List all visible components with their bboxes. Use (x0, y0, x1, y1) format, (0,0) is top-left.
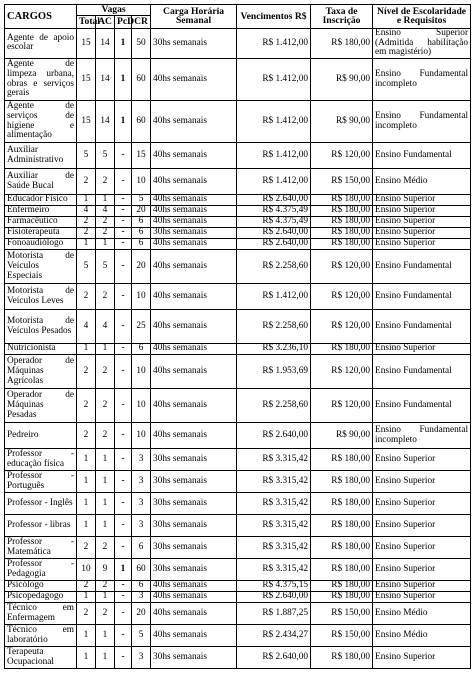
cr-cell: 5 (132, 195, 151, 206)
pcd-cell: - (115, 250, 132, 284)
total-cell: 1 (77, 647, 96, 669)
total-cell: 10 (77, 559, 96, 581)
header-taxa: Taxa de Inscrição (311, 5, 373, 29)
cr-cell: 5 (132, 625, 151, 647)
cr-cell: 20 (132, 206, 151, 217)
taxa-cell: R$ 180,00 (311, 493, 373, 515)
total-cell: 1 (77, 493, 96, 515)
cr-cell: 10 (132, 355, 151, 389)
ac-cell: 1 (96, 344, 115, 355)
table-row (5, 625, 471, 647)
carga-cell: 30hs semanais (151, 471, 237, 493)
requisito-cell: Ensino Superior (373, 206, 471, 217)
table-row (5, 344, 471, 355)
taxa-cell: R$ 90,00 (311, 59, 373, 101)
pcd-cell: - (115, 592, 132, 603)
cargos-table (4, 4, 471, 669)
table-row (5, 206, 471, 217)
table-row (5, 647, 471, 669)
carga-cell: 40hs semanais (151, 284, 237, 310)
ac-cell: 2 (96, 581, 115, 592)
total-cell: 5 (77, 143, 96, 169)
ac-cell: 2 (96, 284, 115, 310)
vencimento-cell: R$ 1.412,00 (237, 284, 311, 310)
requisito-cell: Ensino Superior (373, 449, 471, 471)
total-cell: 2 (77, 284, 96, 310)
cargo-cell: Motorista de Veículos Pesados (5, 310, 77, 344)
taxa-cell: R$ 90,00 (311, 423, 373, 449)
vencimento-cell: R$ 3.315,42 (237, 449, 311, 471)
total-cell: 2 (77, 603, 96, 625)
taxa-cell: R$ 180,00 (311, 581, 373, 592)
requisito-cell: Ensino Superior (373, 559, 471, 581)
ac-cell: 1 (96, 493, 115, 515)
total-cell: 1 (77, 195, 96, 206)
vencimento-cell: R$ 2.640,00 (237, 228, 311, 239)
ac-cell: 1 (96, 471, 115, 493)
cr-cell: 10 (132, 169, 151, 195)
carga-cell: 40hs semanais (151, 217, 237, 228)
pcd-cell: - (115, 537, 132, 559)
cargo-cell: Agente de apoio escolar (5, 28, 77, 58)
cr-cell: 3 (132, 449, 151, 471)
header-nivel: Nível de Escolaridade e Requisitos (373, 5, 471, 29)
cr-cell: 10 (132, 284, 151, 310)
cargo-cell: Farmacêutico (5, 217, 77, 228)
carga-cell: 30hs semanais (151, 228, 237, 239)
taxa-cell: R$ 120,00 (311, 355, 373, 389)
ac-cell: 1 (96, 625, 115, 647)
cargo-cell: Terapeuta Ocupacional (5, 647, 77, 669)
table-row (5, 449, 471, 471)
taxa-cell: R$ 180,00 (311, 449, 373, 471)
taxa-cell: R$ 180,00 (311, 228, 373, 239)
vencimento-cell: R$ 1.412,00 (237, 59, 311, 101)
pcd-cell: - (115, 344, 132, 355)
requisito-cell: Ensino Fundamental incompleto (373, 423, 471, 449)
requisito-cell: Ensino Superior (373, 228, 471, 239)
requisito-cell: Ensino Superior (373, 344, 471, 355)
cr-cell: 10 (132, 389, 151, 423)
requisito-cell: Ensino Fundamental (373, 355, 471, 389)
pcd-cell: - (115, 493, 132, 515)
total-cell: 2 (77, 537, 96, 559)
ac-cell: 1 (96, 195, 115, 206)
ac-cell: 1 (96, 647, 115, 669)
carga-cell: 40hs semanais (151, 310, 237, 344)
vencimento-cell: R$ 3.315,42 (237, 559, 311, 581)
vencimento-cell: R$ 3.315,42 (237, 471, 311, 493)
pcd-cell: - (115, 471, 132, 493)
total-cell: 1 (77, 515, 96, 537)
pcd-cell: - (115, 389, 132, 423)
cargo-cell: Professor - Pedagogia (5, 559, 77, 581)
table-row (5, 250, 471, 284)
carga-cell: 40hs semanais (151, 423, 237, 449)
table-row (5, 389, 471, 423)
vencimento-cell: R$ 2.258,60 (237, 250, 311, 284)
carga-cell: 40hs semanais (151, 592, 237, 603)
table-row (5, 471, 471, 493)
table-row (5, 101, 471, 143)
cr-cell: 3 (132, 515, 151, 537)
carga-cell: 40hs semanais (151, 250, 237, 284)
carga-cell: 30hs semanais (151, 449, 237, 471)
ac-cell: 14 (96, 101, 115, 143)
taxa-cell: R$ 180,00 (311, 559, 373, 581)
cargo-cell: Professor - Inglês (5, 493, 77, 515)
total-cell: 1 (77, 239, 96, 250)
carga-cell: 30hs semanais (151, 647, 237, 669)
requisito-cell: Ensino Fundamental (373, 250, 471, 284)
ac-cell: 2 (96, 169, 115, 195)
pcd-cell: 1 (115, 559, 132, 581)
table-row (5, 355, 471, 389)
carga-cell: 40hs semanais (151, 355, 237, 389)
total-cell: 2 (77, 228, 96, 239)
total-cell: 1 (77, 471, 96, 493)
cargo-cell: Motorista de Veículos Especiais (5, 250, 77, 284)
total-cell: 1 (77, 449, 96, 471)
table-row (5, 217, 471, 228)
table-row (5, 559, 471, 581)
ac-cell: 2 (96, 228, 115, 239)
cargo-cell: Motorista de Veículos Leves (5, 284, 77, 310)
ac-cell: 2 (96, 537, 115, 559)
cargo-cell: Técnico em Enfermagem (5, 603, 77, 625)
cargo-cell: Psicopedagogo (5, 592, 77, 603)
pcd-cell: - (115, 239, 132, 250)
vencimento-cell: R$ 4.375,49 (237, 206, 311, 217)
table-row (5, 228, 471, 239)
requisito-cell: Ensino Fundamental incompleto (373, 101, 471, 143)
pcd-cell: - (115, 143, 132, 169)
cargo-cell: Professor - libras (5, 515, 77, 537)
vencimento-cell: R$ 1.412,00 (237, 169, 311, 195)
ac-cell: 2 (96, 389, 115, 423)
cargo-cell: Fisioterapeuta (5, 228, 77, 239)
taxa-cell: R$ 120,00 (311, 389, 373, 423)
cr-cell: 6 (132, 239, 151, 250)
cr-cell: 60 (132, 101, 151, 143)
cr-cell: 3 (132, 592, 151, 603)
ac-cell: 2 (96, 217, 115, 228)
taxa-cell: R$ 90,00 (311, 101, 373, 143)
header-carga: Carga Horária Semanal (151, 5, 237, 29)
pcd-cell: - (115, 310, 132, 344)
pcd-cell: - (115, 228, 132, 239)
table-row (5, 284, 471, 310)
carga-cell: 40hs semanais (151, 143, 237, 169)
taxa-cell: R$ 180,00 (311, 195, 373, 206)
requisito-cell: Ensino Superior (373, 515, 471, 537)
carga-cell: 40hs semanais (151, 603, 237, 625)
cargo-cell: Educador Físico (5, 195, 77, 206)
header-vagas: Vagas (77, 5, 151, 16)
cr-cell: 50 (132, 28, 151, 58)
requisito-cell: Ensino Médio (373, 603, 471, 625)
ac-cell: 2 (96, 355, 115, 389)
cargo-cell: Operador de Máquinas Pesadas (5, 389, 77, 423)
pcd-cell: 1 (115, 28, 132, 58)
requisito-cell: Ensino Superior (373, 239, 471, 250)
pcd-cell: - (115, 284, 132, 310)
vencimento-cell: R$ 4.375,15 (237, 581, 311, 592)
total-cell: 2 (77, 581, 96, 592)
vencimento-cell: R$ 1.412,00 (237, 143, 311, 169)
pcd-cell: - (115, 206, 132, 217)
requisito-cell: Ensino Superior (373, 537, 471, 559)
pcd-cell: 1 (115, 101, 132, 143)
taxa-cell: R$ 120,00 (311, 250, 373, 284)
requisito-cell: Ensino Médio (373, 625, 471, 647)
cr-cell: 6 (132, 581, 151, 592)
ac-cell: 14 (96, 28, 115, 58)
total-cell: 1 (77, 344, 96, 355)
cr-cell: 3 (132, 471, 151, 493)
pcd-cell: - (115, 355, 132, 389)
table-row (5, 423, 471, 449)
taxa-cell: R$ 180,00 (311, 239, 373, 250)
table-row (5, 515, 471, 537)
table-row (5, 581, 471, 592)
cr-cell: 60 (132, 559, 151, 581)
header-row-1 (5, 5, 471, 16)
requisito-cell: Ensino Superior (373, 581, 471, 592)
table-row (5, 28, 471, 58)
ac-cell: 2 (96, 423, 115, 449)
cargo-cell: Auxiliar Administrativo (5, 143, 77, 169)
header-ac: AC (96, 15, 115, 28)
pcd-cell: - (115, 647, 132, 669)
ac-cell: 2 (96, 603, 115, 625)
table-row (5, 59, 471, 101)
vencimento-cell: R$ 2.640,00 (237, 195, 311, 206)
total-cell: 2 (77, 217, 96, 228)
cargo-cell: Técnico em laboratório (5, 625, 77, 647)
total-cell: 2 (77, 423, 96, 449)
carga-cell: 30hs semanais (151, 515, 237, 537)
cargo-cell: Agente de limpeza urbana, obras e serviços gerais (5, 59, 77, 101)
requisito-cell: Ensino Superior (373, 647, 471, 669)
pcd-cell: 1 (115, 59, 132, 101)
header-pcd: PcD (115, 15, 132, 28)
cr-cell: 20 (132, 603, 151, 625)
requisito-cell: Ensino Superior (373, 217, 471, 228)
taxa-cell: R$ 180,00 (311, 592, 373, 603)
carga-cell: 40hs semanais (151, 344, 237, 355)
requisito-cell: Ensino Fundamental (373, 143, 471, 169)
cargo-cell: Fonoaudiólogo (5, 239, 77, 250)
vencimento-cell: R$ 3.236,10 (237, 344, 311, 355)
vencimento-cell: R$ 4.375,49 (237, 217, 311, 228)
header-cargos: CARGOS (5, 5, 77, 29)
taxa-cell: R$ 120,00 (311, 310, 373, 344)
vencimento-cell: R$ 1.953,69 (237, 355, 311, 389)
cr-cell: 6 (132, 537, 151, 559)
taxa-cell: R$ 180,00 (311, 537, 373, 559)
total-cell: 4 (77, 206, 96, 217)
cr-cell: 6 (132, 217, 151, 228)
pcd-cell: - (115, 449, 132, 471)
carga-cell: 40hs semanais (151, 625, 237, 647)
requisito-cell: Ensino Superior (373, 471, 471, 493)
cr-cell: 3 (132, 647, 151, 669)
total-cell: 1 (77, 592, 96, 603)
table-row (5, 195, 471, 206)
vencimento-cell: R$ 3.315,42 (237, 537, 311, 559)
total-cell: 2 (77, 389, 96, 423)
ac-cell: 1 (96, 592, 115, 603)
table-row (5, 310, 471, 344)
carga-cell: 40hs semanais (151, 101, 237, 143)
vencimento-cell: R$ 2.640,00 (237, 423, 311, 449)
vencimento-cell: R$ 1.412,00 (237, 28, 311, 58)
carga-cell: 40hs semanais (151, 581, 237, 592)
cargo-cell: Enfermeiro (5, 206, 77, 217)
requisito-cell: Ensino Superior (373, 195, 471, 206)
carga-cell: 40hs semanais (151, 195, 237, 206)
pcd-cell: - (115, 603, 132, 625)
table-row (5, 592, 471, 603)
table-row (5, 239, 471, 250)
carga-cell: 40hs semanais (151, 169, 237, 195)
vencimento-cell: R$ 1.412,00 (237, 101, 311, 143)
carga-cell: 30hs semanais (151, 559, 237, 581)
carga-cell: 40hs semanais (151, 206, 237, 217)
table-row (5, 603, 471, 625)
requisito-cell: Ensino Médio (373, 169, 471, 195)
table-row (5, 493, 471, 515)
cargo-cell: Psicólogo (5, 581, 77, 592)
taxa-cell: R$ 180,00 (311, 28, 373, 58)
vencimento-cell: R$ 3.315,42 (237, 493, 311, 515)
table-row (5, 143, 471, 169)
cr-cell: 6 (132, 344, 151, 355)
header-cr: CR (132, 15, 151, 28)
vencimento-cell: R$ 2.640,00 (237, 647, 311, 669)
cr-cell: 15 (132, 143, 151, 169)
cargo-cell: Nutricionista (5, 344, 77, 355)
taxa-cell: R$ 180,00 (311, 647, 373, 669)
pcd-cell: - (115, 625, 132, 647)
taxa-cell: R$ 180,00 (311, 471, 373, 493)
carga-cell: 30hs semanais (151, 537, 237, 559)
vencimento-cell: R$ 2.258,60 (237, 310, 311, 344)
vencimento-cell: R$ 2.640,00 (237, 592, 311, 603)
table-body (5, 28, 471, 668)
vencimento-cell: R$ 2.640,00 (237, 239, 311, 250)
carga-cell: 40hs semanais (151, 389, 237, 423)
cr-cell: 25 (132, 310, 151, 344)
pcd-cell: - (115, 515, 132, 537)
pcd-cell: - (115, 423, 132, 449)
cargo-cell: Pedreiro (5, 423, 77, 449)
vencimento-cell: R$ 2.434,27 (237, 625, 311, 647)
total-cell: 1 (77, 625, 96, 647)
requisito-cell: Ensino Fundamental incompleto (373, 59, 471, 101)
requisito-cell: Ensino Fundamental (373, 389, 471, 423)
cr-cell: 60 (132, 59, 151, 101)
cargo-cell: Professor - Português (5, 471, 77, 493)
cr-cell: 10 (132, 423, 151, 449)
requisito-cell: Ensino Superior (Admitida habilitação em magistério) (373, 28, 471, 58)
ac-cell: 1 (96, 449, 115, 471)
vencimento-cell: R$ 2.258,60 (237, 389, 311, 423)
total-cell: 5 (77, 250, 96, 284)
ac-cell: 1 (96, 515, 115, 537)
taxa-cell: R$ 180,00 (311, 344, 373, 355)
pcd-cell: - (115, 195, 132, 206)
cr-cell: 3 (132, 493, 151, 515)
cr-cell: 20 (132, 250, 151, 284)
total-cell: 2 (77, 169, 96, 195)
header-total: Total (77, 15, 96, 28)
taxa-cell: R$ 150,00 (311, 625, 373, 647)
ac-cell: 14 (96, 59, 115, 101)
cr-cell: 6 (132, 228, 151, 239)
carga-cell: 30hs semanais (151, 493, 237, 515)
ac-cell: 5 (96, 143, 115, 169)
requisito-cell: Ensino Fundamental (373, 310, 471, 344)
cargo-cell: Professor - educação física (5, 449, 77, 471)
table-row (5, 169, 471, 195)
header-vencimentos: Vencimentos R$ (237, 5, 311, 29)
taxa-cell: R$ 150,00 (311, 169, 373, 195)
cargo-cell: Auxiliar de Saúde Bucal (5, 169, 77, 195)
taxa-cell: R$ 180,00 (311, 217, 373, 228)
ac-cell: 5 (96, 250, 115, 284)
total-cell: 2 (77, 355, 96, 389)
pcd-cell: - (115, 217, 132, 228)
ac-cell: 4 (96, 206, 115, 217)
cargo-cell: Professor - Matemática (5, 537, 77, 559)
requisito-cell: Ensino Superior (373, 592, 471, 603)
carga-cell: 40hs semanais (151, 239, 237, 250)
pcd-cell: - (115, 581, 132, 592)
vencimento-cell: R$ 3.315,42 (237, 515, 311, 537)
cargo-cell: Agente de serviços de higiene e alimentação (5, 101, 77, 143)
total-cell: 15 (77, 101, 96, 143)
ac-cell: 4 (96, 310, 115, 344)
carga-cell: 30hs semanais (151, 28, 237, 58)
carga-cell: 40hs semanais (151, 59, 237, 101)
requisito-cell: Ensino Fundamental (373, 284, 471, 310)
ac-cell: 9 (96, 559, 115, 581)
taxa-cell: R$ 120,00 (311, 143, 373, 169)
document-page (4, 4, 470, 669)
total-cell: 4 (77, 310, 96, 344)
requisito-cell: Ensino Superior (373, 493, 471, 515)
table-row (5, 537, 471, 559)
taxa-cell: R$ 180,00 (311, 515, 373, 537)
taxa-cell: R$ 150,00 (311, 603, 373, 625)
total-cell: 15 (77, 59, 96, 101)
taxa-cell: R$ 180,00 (311, 206, 373, 217)
ac-cell: 1 (96, 239, 115, 250)
total-cell: 15 (77, 28, 96, 58)
cargo-cell: Operador de Máquinas Agrícolas (5, 355, 77, 389)
vencimento-cell: R$ 1.887,25 (237, 603, 311, 625)
pcd-cell: - (115, 169, 132, 195)
taxa-cell: R$ 120,00 (311, 284, 373, 310)
